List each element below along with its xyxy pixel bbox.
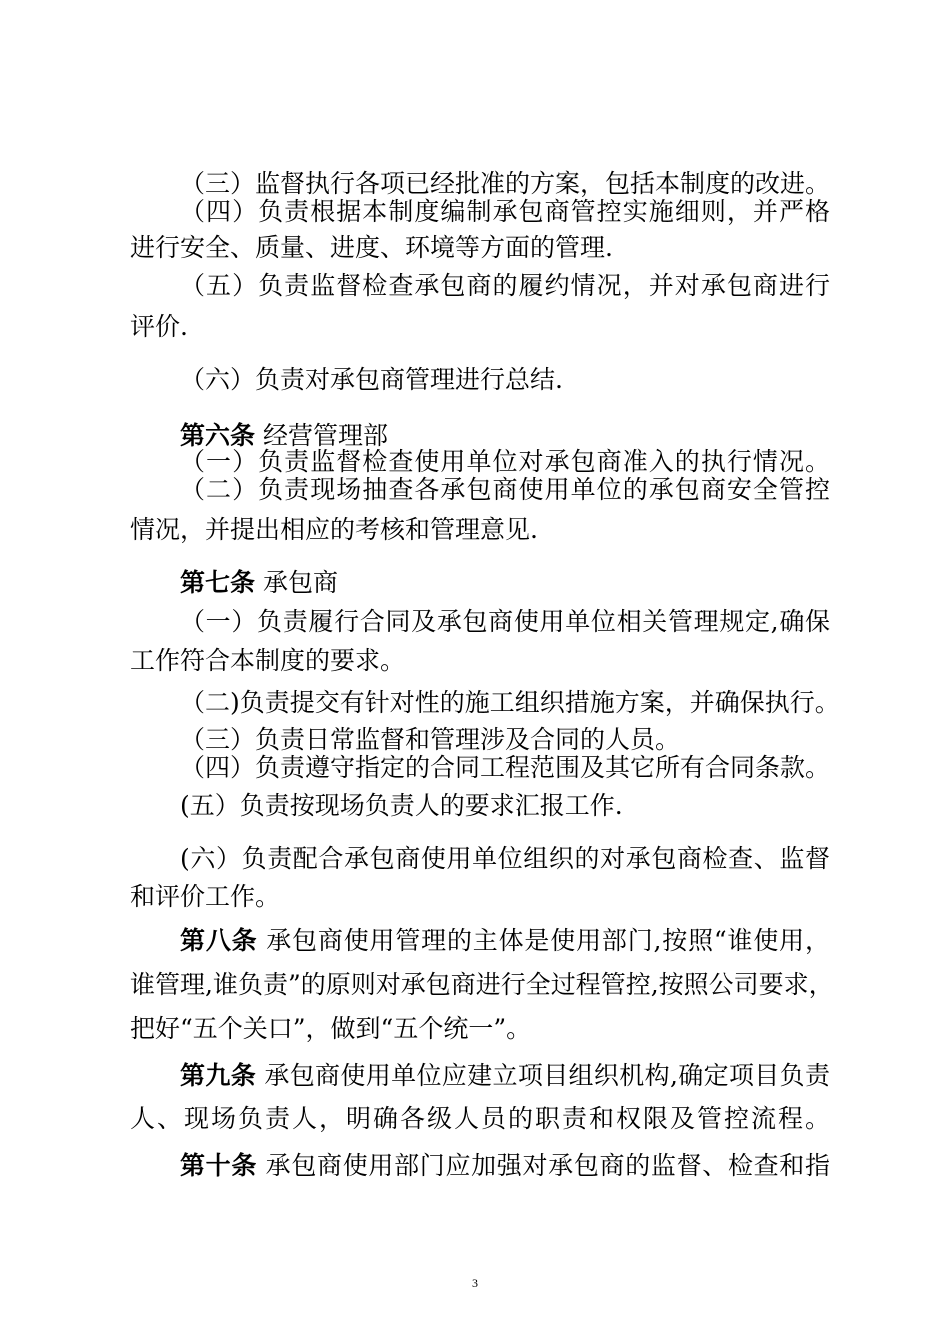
article-label: 第六条 <box>180 421 256 450</box>
article-text: 承包商使用单位应建立项目组织机构,确定项目负责 <box>256 1061 830 1090</box>
article-heading <box>180 567 830 599</box>
article-text: 承包商使用部门应加强对承包商的监督、检查和指 <box>257 1151 830 1180</box>
paragraph-line: （五）负责监督检查承包商的履约情况，并对承包商进行 <box>180 271 830 300</box>
article-paragraph-line <box>180 925 830 957</box>
article-label: 第九条 <box>180 1061 257 1090</box>
paragraph-line: 情况，并提出相应的考核和管理意见. <box>130 515 538 544</box>
paragraph-line: 谁管理,谁负责”的原则对承包商进行全过程管控,按照公司要求， <box>130 970 834 999</box>
paragraph-line: （二）负责现场抽查各承包商使用单位的承包商安全管控 <box>180 475 830 504</box>
article-paragraph-line <box>180 1150 830 1182</box>
paragraph-line: （四）负责根据本制度编制承包商管控实施细则，并严格 <box>180 197 830 226</box>
paragraph-line: （三）负责日常监督和管理涉及合同的人员。 <box>180 725 681 754</box>
paragraph-line: 工作符合本制度的要求。 <box>130 646 406 675</box>
paragraph-line: （二)负责提交有针对性的施工组织措施方案，并确保执行。 <box>180 688 840 717</box>
paragraph-line: 评价. <box>130 312 188 341</box>
article-label: 第八条 <box>180 926 258 955</box>
paragraph-line: 和评价工作。 <box>130 882 281 911</box>
article-label: 第十条 <box>180 1151 258 1180</box>
page-number: 3 <box>472 1276 478 1290</box>
article-label: 第七条 <box>180 568 256 597</box>
paragraph-line: （三）监督执行各项已经批准的方案，包括本制度的改进。 <box>180 169 831 198</box>
paragraph-line: 人、现场负责人，明确各级人员的职责和权限及管控流程。 <box>130 1104 830 1133</box>
paragraph-line: (五）负责按现场负责人的要求汇报工作. <box>180 791 623 820</box>
paragraph-line: （一）负责监督检查使用单位对承包商准入的执行情况。 <box>180 447 830 476</box>
article-title: 经营管理部 <box>255 421 388 450</box>
paragraph-line: 把好“五个关口”，做到“五个统一”。 <box>130 1014 532 1043</box>
article-paragraph-line <box>180 1060 830 1092</box>
paragraph-line: （六）负责对承包商管理进行总结. <box>180 365 563 394</box>
article-text: 承包商使用管理的主体是使用部门,按照“谁使用， <box>257 926 830 955</box>
paragraph-line: （一）负责履行合同及承包商使用单位相关管理规定,确保 <box>180 607 830 636</box>
article-title: 承包商 <box>255 568 338 597</box>
paragraph-line: （四）负责遵守指定的合同工程范围及其它所有合同条款。 <box>180 753 831 782</box>
paragraph-line: (六）负责配合承包商使用单位组织的对承包商检查、监督 <box>180 844 830 873</box>
paragraph-line: 进行安全、质量、进度、环境等方面的管理. <box>130 233 613 262</box>
